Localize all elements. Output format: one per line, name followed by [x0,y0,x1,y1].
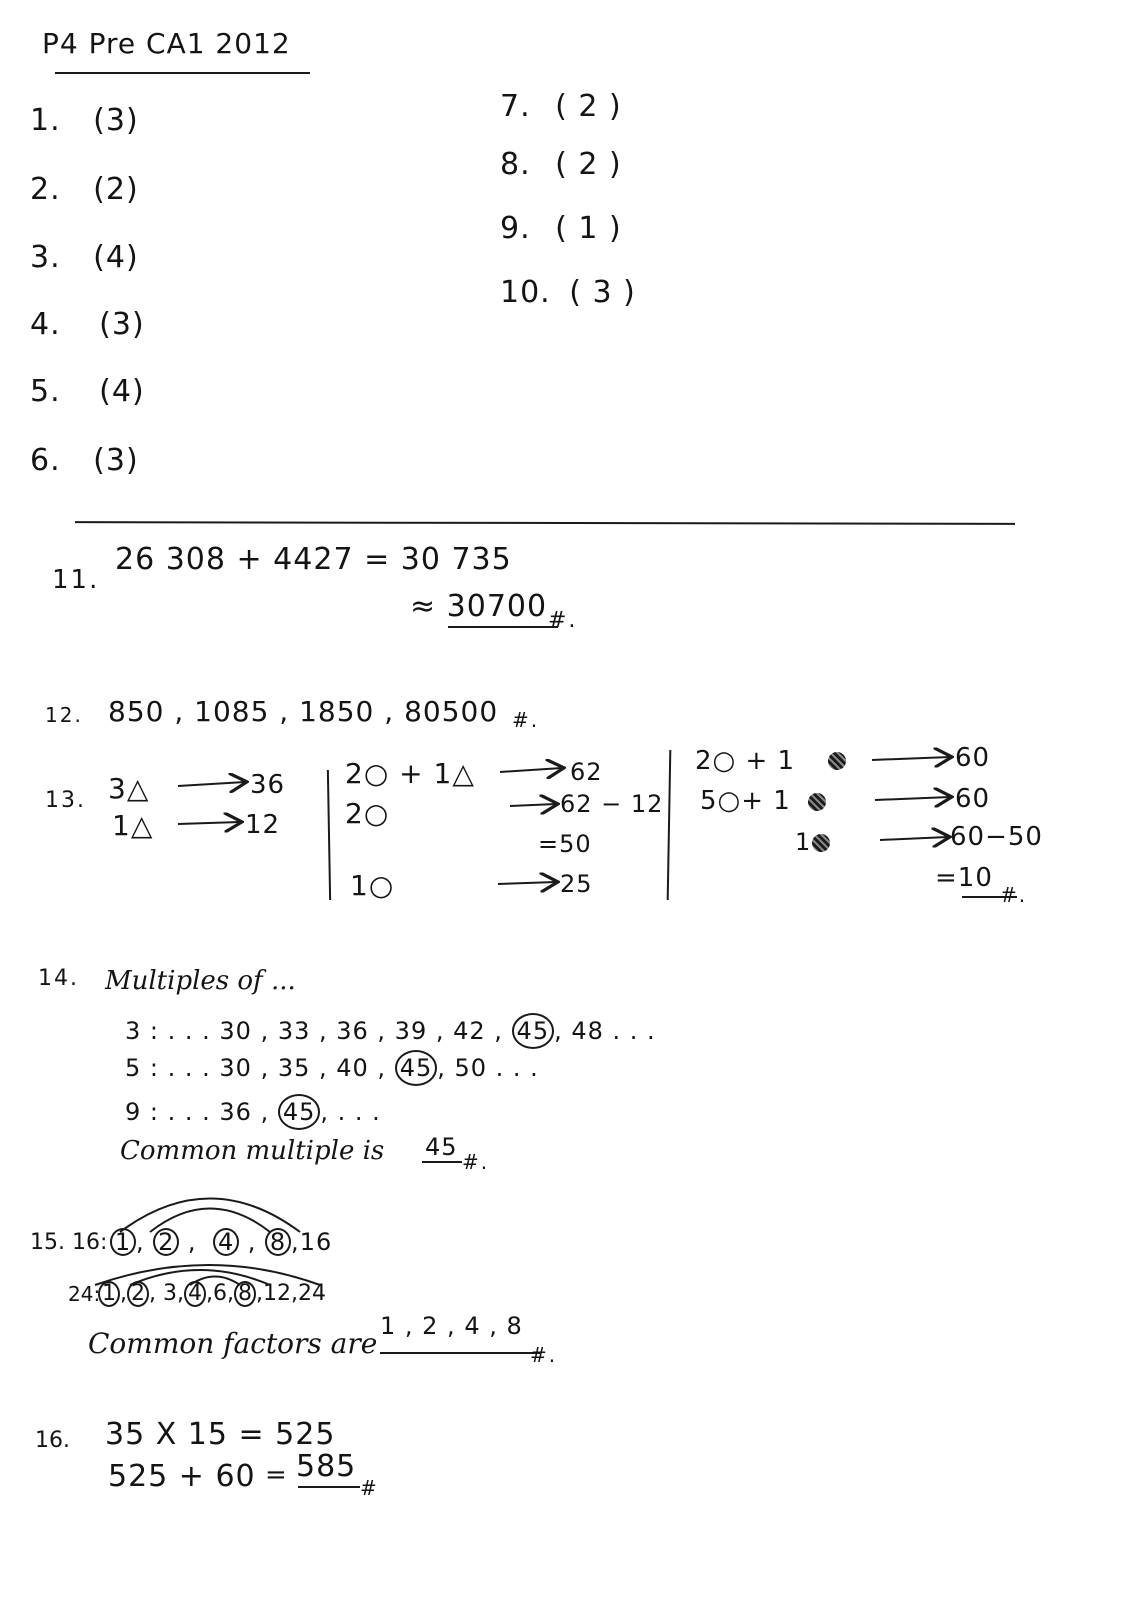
unit-value: =50 [538,830,592,858]
unit-value: 60 [955,784,991,814]
answer-choice: (2) [93,172,139,207]
answer-underline [380,1352,540,1354]
unit-value: 62 − 12 [560,790,664,818]
row-values: , 50 . . . [437,1054,539,1082]
unit-value: 25 [560,870,593,898]
question-number: 16. [35,1428,70,1453]
circled-factor: 4 [213,1228,239,1256]
row-values: . . . 36 , [167,1098,270,1126]
circled-factor: 8 [234,1281,256,1307]
question-number: 14. [38,966,79,991]
equals-sign: = [265,1460,288,1490]
unit-value: 62 [570,758,603,786]
factor: 16 [299,1228,333,1256]
heading: Multiples of ... [105,966,296,996]
answer-value: 585 [296,1449,357,1484]
factors-row: 1 , 2 , 3, 4 ,6, 8 ,12,24 [98,1281,326,1307]
circled-factor: 1 [110,1228,136,1256]
row-values: . . . 30 , 35 , 40 , [167,1054,387,1082]
factor: 12 [263,1281,291,1306]
answer-choice: ( 3 ) [569,275,636,310]
pair-arc [120,1199,300,1233]
unit-left: 1○ [350,869,395,902]
circled-value: 45 [395,1050,438,1086]
circled-factor: 4 [184,1281,206,1307]
answer-choice: ( 2 ) [555,147,622,182]
answer-line: 850 , 1085 , 1850 , 80500 [108,695,499,728]
circled-factor: 2 [153,1228,179,1256]
factor: 3 [163,1281,177,1306]
unit-value: 60−50 [950,822,1043,852]
circled-factor: 8 [265,1228,291,1256]
working-line: 35 X 15 = 525 [105,1417,336,1452]
question-number: 6. [30,443,61,478]
answer-mark: #. [530,1343,558,1367]
row-label: 24: [68,1282,101,1306]
answer-mark: #. [512,708,540,732]
answer-choice: (4) [99,374,145,409]
answer-line: ≈ 30700 [410,589,548,624]
factors-row: 1 , 2 , 4 , 8 ,16 [110,1228,332,1256]
unit-left: 2○ + 1△ [345,757,475,790]
circled-value: 45 [278,1094,321,1130]
circled-factor: 1 [98,1281,120,1307]
row-values: . . . 30 , 33 , 36 , 39 , 42 , [167,1017,503,1045]
question-number: 13. [45,788,86,813]
factor: 24 [298,1281,326,1306]
answer-mark: # [360,1476,379,1500]
unit-value: 36 [250,770,286,800]
unit-left: 2○ [345,797,390,830]
answer-value: 45 [425,1133,458,1161]
unit-value: 12 [245,810,281,840]
question-number: 4. [30,307,61,342]
answer-choice: (3) [93,103,139,138]
unit-left: 5○+ 1 [700,786,791,816]
working-line: 26 308 + 4427 = 30 735 [115,542,512,577]
answer-underline [298,1486,360,1488]
page-title: P4 Pre CA1 2012 [42,27,291,60]
answer-mark: #. [1000,883,1028,907]
circled-factor: 2 [127,1281,149,1307]
conclusion-text: Common factors are [88,1327,378,1360]
question-number: 10. [500,275,551,310]
unit-left: 2○ + 1 [695,746,796,776]
question-number: 8. [500,147,531,182]
factor: 6 [213,1281,227,1306]
row-label: 5 : [125,1054,159,1082]
conclusion-text: Common multiple is [120,1136,385,1166]
answer-value: =10 [935,863,993,893]
answer-mark: #. [548,608,578,633]
answer-choice: (3) [93,443,139,478]
answer-choice: (4) [93,240,139,275]
question-number: 12. [45,703,83,727]
question-number: 11. [52,565,100,595]
answer-choice: ( 1 ) [555,211,622,246]
row-label: 3 : [125,1017,159,1045]
answer-mark: #. [462,1150,490,1174]
unit-left: 1 [795,828,812,856]
row-values: , . . . [320,1098,381,1126]
question-number: 3. [30,240,61,275]
question-number: 5. [30,374,61,409]
answer-choice: ( 2 ) [555,89,622,124]
row-values: , 48 . . . [554,1017,656,1045]
unit-value: 60 [955,743,991,773]
question-number: 1. [30,103,61,138]
question-number: 9. [500,211,531,246]
question-number: 15. [30,1230,65,1255]
unit-left: 3△ [108,772,150,805]
working-line: 525 + 60 [108,1459,256,1494]
row-label: 16: [72,1230,108,1255]
question-number: 7. [500,89,531,124]
circled-value: 45 [512,1013,555,1049]
row-label: 9 : [125,1098,159,1126]
answer-value: 1 , 2 , 4 , 8 [380,1312,523,1340]
answer-choice: (3) [99,307,145,342]
unit-left: 1△ [112,809,154,842]
question-number: 2. [30,172,61,207]
